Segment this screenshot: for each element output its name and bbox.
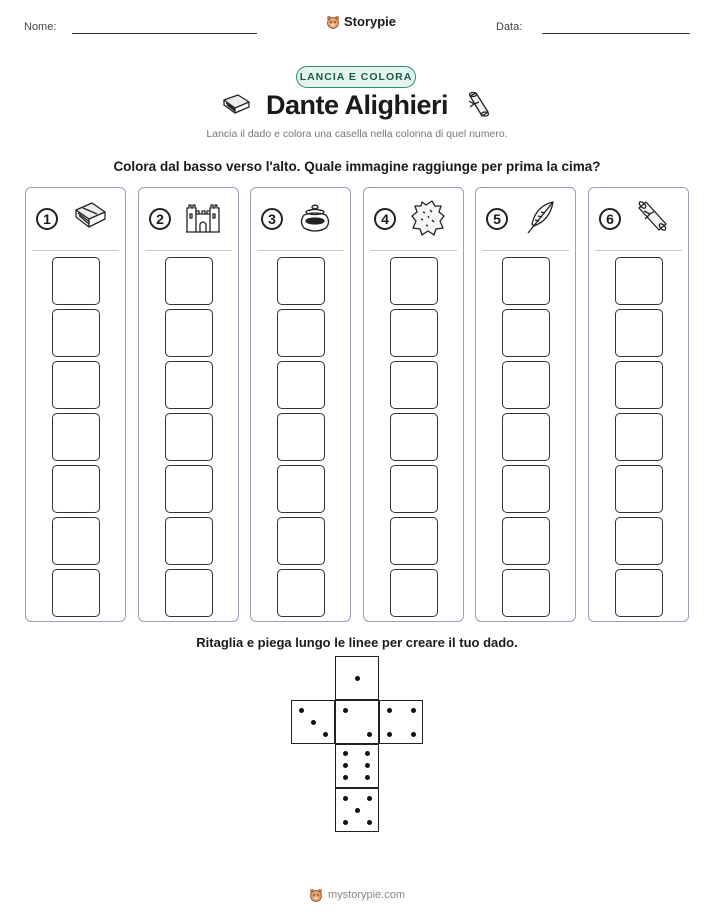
dice-pip	[343, 796, 348, 801]
color-box[interactable]	[277, 465, 325, 513]
castle-icon	[183, 198, 223, 238]
color-box[interactable]	[615, 413, 663, 461]
color-box[interactable]	[502, 413, 550, 461]
dice-pip	[365, 751, 370, 756]
bear-logo-icon	[309, 888, 323, 902]
footer-url: mystorypie.com	[327, 889, 406, 901]
color-box[interactable]	[277, 257, 325, 305]
color-box[interactable]	[502, 257, 550, 305]
dice-face-right	[379, 700, 423, 744]
dice-face-center	[335, 700, 379, 744]
color-box[interactable]	[165, 309, 213, 357]
color-box[interactable]	[277, 361, 325, 409]
color-box[interactable]	[502, 569, 550, 617]
dice-pip	[343, 763, 348, 768]
subtitle: Lancia il dado e colora una casella nella colonna di quel numero.	[206, 128, 508, 140]
date-line[interactable]	[542, 33, 690, 34]
dice-pip	[367, 732, 372, 737]
book-icon	[70, 198, 110, 238]
color-box[interactable]	[615, 257, 663, 305]
color-box[interactable]	[52, 517, 100, 565]
color-box[interactable]	[615, 465, 663, 513]
dice-pip	[343, 751, 348, 756]
color-box[interactable]	[390, 257, 438, 305]
color-box[interactable]	[615, 309, 663, 357]
color-box[interactable]	[502, 361, 550, 409]
column-1	[25, 187, 126, 622]
dice-pip	[367, 796, 372, 801]
color-box[interactable]	[52, 413, 100, 461]
dice-face-lower	[335, 744, 379, 788]
column-number: 2	[149, 208, 171, 230]
column-2	[138, 187, 239, 622]
scroll-icon	[633, 198, 673, 238]
footer	[0, 888, 714, 902]
column-number: 1	[36, 208, 58, 230]
color-box[interactable]	[277, 413, 325, 461]
color-box[interactable]	[390, 517, 438, 565]
dice-face-left	[291, 700, 335, 744]
dice-pip	[365, 763, 370, 768]
color-box[interactable]	[277, 309, 325, 357]
dice-face-top	[335, 656, 379, 700]
color-box[interactable]	[390, 309, 438, 357]
dice-pip	[367, 820, 372, 825]
color-box[interactable]	[615, 361, 663, 409]
column-3	[250, 187, 351, 622]
column-header	[364, 188, 463, 250]
color-box[interactable]	[52, 465, 100, 513]
column-header	[26, 188, 125, 250]
column-header	[251, 188, 350, 250]
color-box[interactable]	[390, 465, 438, 513]
dice-pip	[343, 775, 348, 780]
column-number: 6	[599, 208, 621, 230]
dice-instruction: Ritaglia e piega lungo le linee per creare il tuo dado.	[196, 635, 518, 650]
column-5	[475, 187, 576, 622]
color-box[interactable]	[502, 517, 550, 565]
dice-pip	[323, 732, 328, 737]
color-box[interactable]	[615, 569, 663, 617]
date-label: Data:	[496, 21, 523, 33]
color-box[interactable]	[277, 569, 325, 617]
dice-pip	[411, 708, 416, 713]
quill-icon	[520, 198, 560, 238]
color-box[interactable]	[390, 413, 438, 461]
color-box[interactable]	[165, 257, 213, 305]
color-box[interactable]	[502, 465, 550, 513]
column-6	[588, 187, 689, 622]
dice-pip	[355, 676, 360, 681]
scroll-icon	[462, 90, 494, 124]
color-box[interactable]	[390, 569, 438, 617]
dice-pip	[311, 720, 316, 725]
color-box[interactable]	[52, 309, 100, 357]
parchment-icon	[408, 198, 448, 238]
coloring-instruction: Colora dal basso verso l'alto. Quale immagine raggiunge per prima la cima?	[113, 159, 601, 174]
brand-logo	[326, 14, 396, 29]
column-number: 5	[486, 208, 508, 230]
dice-pip	[387, 732, 392, 737]
column-header	[139, 188, 238, 250]
color-box[interactable]	[52, 257, 100, 305]
dice-pip	[355, 808, 360, 813]
dice-pip	[343, 708, 348, 713]
color-box[interactable]	[390, 361, 438, 409]
column-4	[363, 187, 464, 622]
name-label: Nome:	[24, 21, 57, 33]
color-box[interactable]	[165, 465, 213, 513]
dice-pip	[299, 708, 304, 713]
color-box[interactable]	[52, 361, 100, 409]
activity-badge: LANCIA E COLORA	[296, 66, 416, 88]
color-box[interactable]	[165, 569, 213, 617]
column-header	[589, 188, 688, 250]
color-box[interactable]	[165, 413, 213, 461]
brand-name: Storypie	[344, 14, 397, 29]
bear-logo-icon	[326, 15, 340, 29]
color-box[interactable]	[165, 361, 213, 409]
name-line[interactable]	[72, 33, 257, 34]
column-number: 3	[261, 208, 283, 230]
color-box[interactable]	[502, 309, 550, 357]
dice-pip	[411, 732, 416, 737]
color-box[interactable]	[277, 517, 325, 565]
dice-pip	[343, 820, 348, 825]
dice-pip	[365, 775, 370, 780]
color-box[interactable]	[165, 517, 213, 565]
column-header	[476, 188, 575, 250]
inkpot-icon	[295, 198, 335, 238]
dice-face-bottom	[335, 788, 379, 832]
color-box[interactable]	[52, 569, 100, 617]
page-title: Dante Alighieri	[265, 90, 449, 120]
column-number: 4	[374, 208, 396, 230]
color-box[interactable]	[615, 517, 663, 565]
dice-pip	[387, 708, 392, 713]
